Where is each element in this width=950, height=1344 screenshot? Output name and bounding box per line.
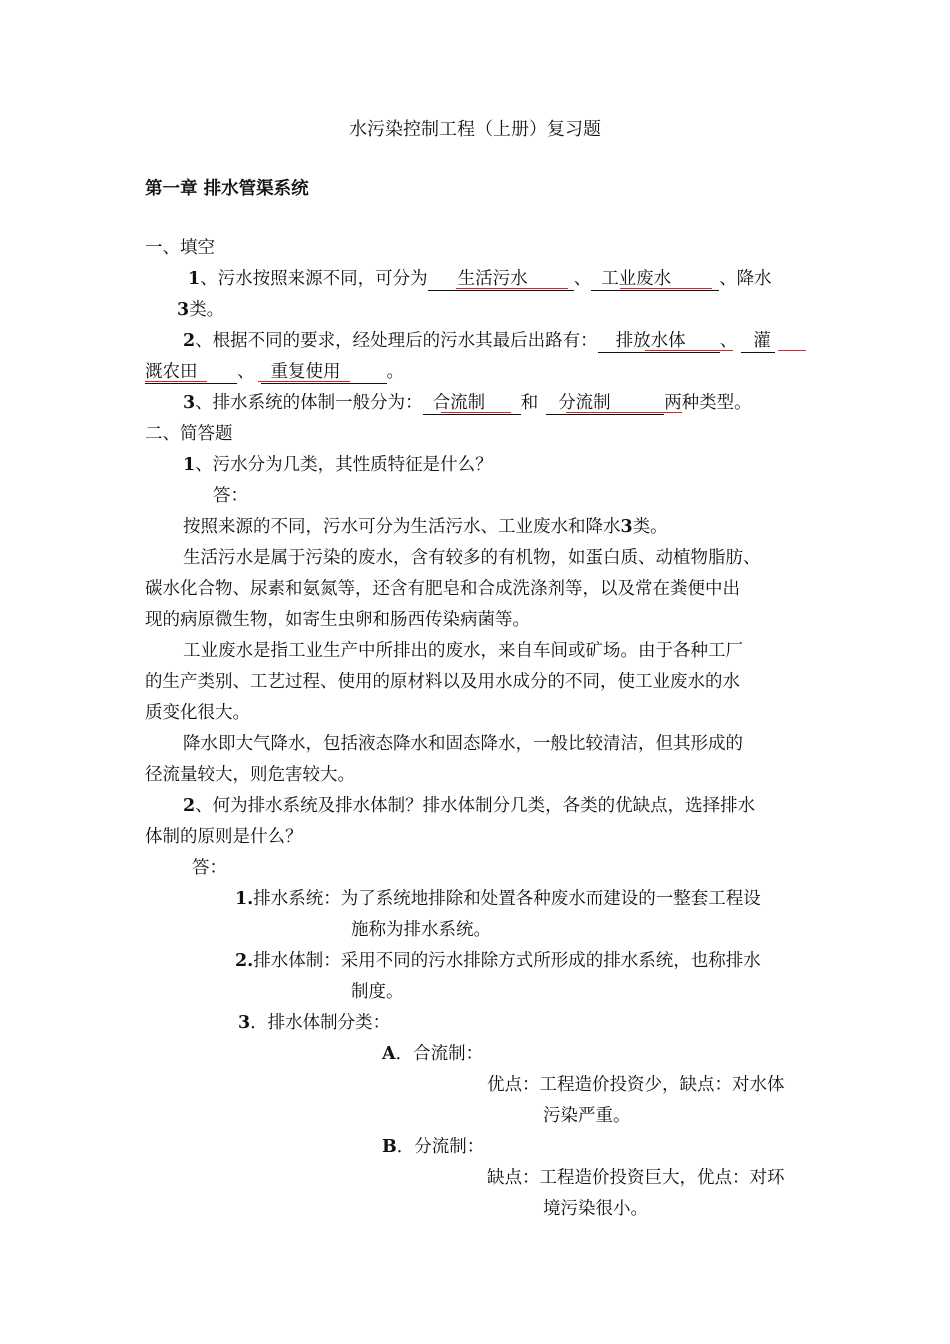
answer-text: ．分流制： [396,1137,485,1157]
item-number: 1. [235,889,254,909]
answer-text: 重复使用 [270,362,341,382]
question-text: 、降水 [719,269,772,289]
separator: 、 [237,362,255,382]
answer-line: 碳水化合物、尿素和氨氮等，还含有肥皂和合成洗涤剂等，以及常在粪便中出 [145,579,740,599]
answer-item-2-continued: 制度。 [351,982,404,1002]
connector-text: 和 [520,393,539,413]
answer-item-1 [235,886,761,912]
red-underline [645,350,733,351]
question-text: 、污水分为几类，其性质特征是什么？ [195,455,493,475]
section-short-answer-heading: 二、简答题 [145,424,233,444]
question-text: 两种类型。 [664,393,752,413]
fill-question-1-continued [177,297,224,323]
subitem-b-detail-continued: 境污染很小。 [543,1199,648,1219]
subitem-a-detail: 优点：工程造价投资少，缺点：对水体 [487,1075,785,1095]
answer-item-2 [235,948,761,974]
short-question-2 [183,793,755,819]
subitem-b [382,1134,484,1160]
answer-text: ．排水体制分类： [250,1013,391,1033]
document-title: 水污染控制工程（上册）复习题 [349,119,601,140]
answer-label: 答： [192,858,227,878]
subitem-b-detail: 缺点：工程造价投资巨大，优点：对环 [487,1168,785,1188]
red-underline [456,288,568,289]
question-text: 类。 [189,300,225,320]
answer-text: ．合流制： [395,1044,484,1064]
punctuation: 。 [386,362,404,382]
red-underline [441,412,511,413]
answer-label: 答： [213,486,248,506]
question-number: 2 [183,331,196,351]
red-underline [778,350,806,351]
question-number: 1 [188,269,201,289]
red-underline [566,412,682,413]
question-text: 、排水系统的体制一般分为： [195,393,423,413]
answer-text: 生活污水 [457,269,528,289]
answer-text: 排水系统：为了系统地排除和处置各种废水而建设的一整套工程设 [253,889,761,909]
question-number: 2 [183,796,196,816]
question-number: 1 [183,455,196,475]
answer-paragraph [183,514,668,540]
answer-text: 分流制 [558,393,611,413]
question-text: 、污水按照来源不同，可分为 [200,269,428,289]
answer-text: 排水体制：采用不同的污水排除方式所形成的排水系统，也称排水 [253,951,761,971]
answer-line: 生活污水是属于污染的废水，含有较多的有机物，如蛋白质、动植物脂肪、 [183,548,761,568]
number: 3 [620,517,633,537]
answer-text: 合流制 [432,393,486,413]
answer-line: 工业废水是指工业生产中所排出的废水，来自车间或矿场。由于各种工厂 [183,641,743,661]
question-text: 、何为排水系统及排水体制？排水体制分几类，各类的优缺点，选择排水 [195,796,756,816]
answer-text: 灌 [753,331,771,351]
short-question-1 [183,452,493,478]
subitem-a [382,1041,483,1067]
answer-blank [741,328,775,353]
answer-text: 工业废水 [601,269,672,289]
section-fill-blank-heading: 一、填空 [145,238,215,258]
answer-text: 溉农田 [145,362,198,382]
red-underline [145,381,207,382]
red-underline [258,381,350,382]
answer-line: 的生产类别、工艺过程、使用的原材料以及用水成分的不同，使工业废水的水 [145,672,740,692]
answer-item-3 [238,1010,390,1036]
question-number: 3 [183,393,196,413]
item-letter: B [382,1137,397,1157]
answer-line: 降水即大气降水，包括液态降水和固态降水，一般比较清洁，但其形成的 [183,734,743,754]
answer-line: 质变化很大。 [145,703,250,723]
answer-line: 径流量较大，则危害较大。 [145,765,355,785]
chapter-heading: 第一章 排水管渠系统 [145,179,309,199]
short-question-2-continued: 体制的原则是什么？ [145,827,303,847]
item-number: 2. [235,951,254,971]
subitem-a-detail-continued: 污染严重。 [543,1106,631,1126]
answer-text: 排放水体 [615,331,686,351]
answer-item-1-continued: 施称为排水系统。 [351,920,491,940]
answer-text: 按照来源的不同，污水可分为生活污水、工业废水和降水 [183,517,621,537]
separator: 、 [719,331,738,351]
item-letter: A [382,1044,396,1064]
answer-line: 现的病原微生物，如寄生虫卵和肠西传染病菌等。 [145,610,530,630]
answer-text: 类。 [632,517,668,537]
number: 3 [177,300,190,320]
item-number: 3 [238,1013,251,1033]
red-underline [620,288,712,289]
separator: 、 [573,269,592,289]
question-text: 、根据不同的要求，经处理后的污水其最后出路有： [195,331,598,351]
